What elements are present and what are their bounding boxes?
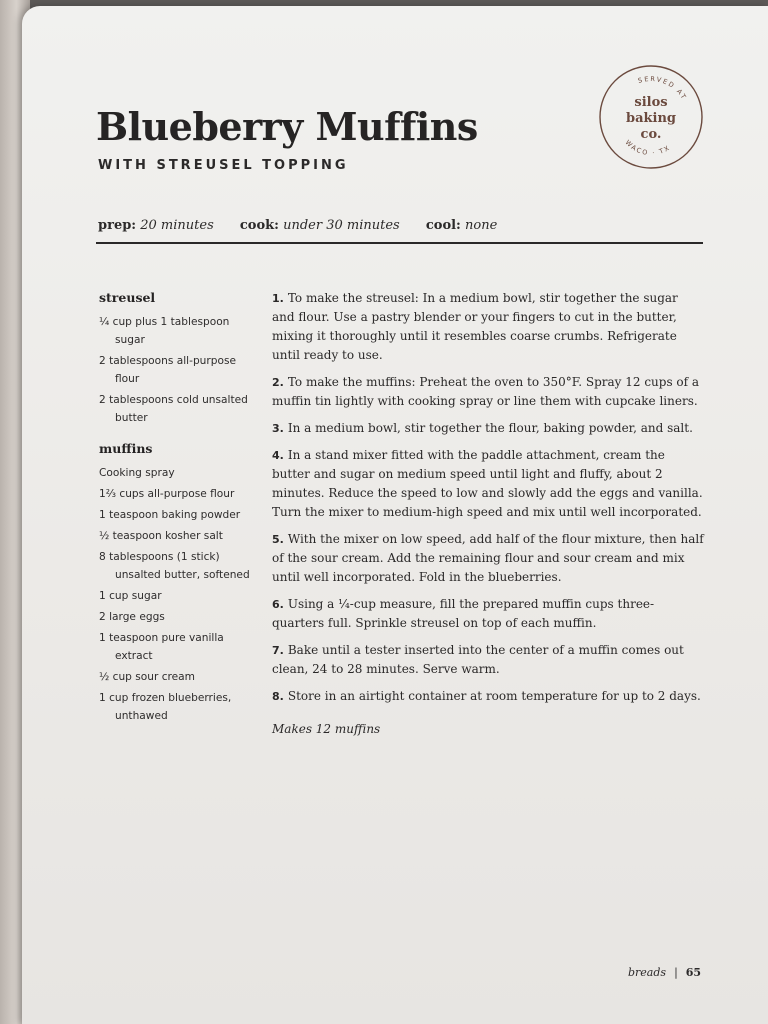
step-number: 6. bbox=[272, 598, 284, 611]
ingredient-item: ½ teaspoon kosher salt bbox=[99, 530, 223, 542]
step-text: Store in an airtight container at room temperature for up to 2 days. bbox=[287, 689, 701, 703]
page-footer bbox=[628, 966, 701, 979]
seal-bottom-arc: WACO · TX bbox=[623, 138, 673, 158]
recipe-subtitle: WITH STREUSEL TOPPING bbox=[98, 158, 349, 173]
seal-line-baking: baking bbox=[625, 111, 677, 126]
seal-graphic bbox=[598, 64, 704, 170]
streusel-ingredient-list bbox=[99, 313, 259, 427]
step-item bbox=[272, 530, 704, 587]
ingredient-item: 1 cup frozen blueberries, unthawed bbox=[99, 692, 232, 722]
ingredient-item: ¼ cup plus 1 tablespoon sugar bbox=[99, 316, 230, 346]
cook-time bbox=[240, 218, 400, 233]
step-number: 7. bbox=[272, 644, 284, 657]
cool-label: cool: bbox=[425, 218, 461, 233]
step-item bbox=[272, 595, 704, 633]
step-item bbox=[272, 373, 704, 411]
recipe-title: Blueberry Muffins bbox=[96, 104, 478, 149]
step-text: To make the muffins: Preheat the oven to 350°F. Spray 12 cups of a muffin tin lightly with cooking spray or line them with cupcake liners. bbox=[272, 375, 700, 408]
method-column bbox=[272, 289, 704, 739]
ingredient-item: Cooking spray bbox=[99, 467, 175, 479]
ingredient-item: 1 cup sugar bbox=[99, 590, 162, 602]
ingredient-item: ½ cup sour cream bbox=[99, 671, 195, 683]
section-name: breads bbox=[628, 966, 667, 979]
recipe-times bbox=[98, 218, 519, 233]
step-item bbox=[272, 687, 704, 706]
cook-label: cook: bbox=[239, 218, 279, 233]
ingredient-item: 2 tablespoons all-purpose flour bbox=[99, 355, 236, 385]
cool-time bbox=[426, 218, 497, 233]
step-number: 8. bbox=[272, 690, 284, 703]
step-item bbox=[272, 289, 704, 365]
ingredient-item: 2 tablespoons cold unsalted butter bbox=[99, 394, 248, 424]
step-text: To make the streusel: In a medium bowl, stir together the sugar and flour. Use a pastry blender or your fingers to cut in the butter, mixing it thoroughly until it resembles coarse crumbs. Refrigerate until ready to use. bbox=[272, 291, 678, 362]
streusel-heading: streusel bbox=[99, 290, 156, 305]
seal-line-co: co. bbox=[640, 127, 662, 142]
prep-label: prep: bbox=[98, 218, 137, 233]
step-item bbox=[272, 446, 704, 522]
step-number: 5. bbox=[272, 533, 284, 546]
seal-top-arc: SERVED AT bbox=[637, 74, 689, 102]
step-item bbox=[272, 419, 704, 438]
prep-time bbox=[98, 218, 214, 233]
silos-baking-co-seal bbox=[598, 64, 704, 170]
page-number: 65 bbox=[685, 966, 702, 979]
step-text: In a medium bowl, stir together the flour, baking powder, and salt. bbox=[287, 421, 693, 435]
header-divider bbox=[96, 242, 703, 244]
ingredient-item: 8 tablespoons (1 stick) unsalted butter, softened bbox=[99, 551, 250, 581]
step-text: With the mixer on low speed, add half of the flour mixture, then half of the sour cream. Add the remaining flour and sour cream and mix until well incorporated. Fold in the blueberries. bbox=[272, 532, 704, 584]
ingredient-item: 1 teaspoon baking powder bbox=[99, 509, 241, 521]
ingredients-column bbox=[99, 290, 259, 728]
step-number: 3. bbox=[272, 422, 284, 435]
ingredient-item: 1 teaspoon pure vanilla extract bbox=[99, 632, 224, 662]
step-text: In a stand mixer fitted with the paddle attachment, cream the butter and sugar on medium speed until light and fluffy, about 2 minutes. Reduce the speed to low and slowly add the eggs and vanilla. Turn the mixer to medium-high speed and mix until well incorporated. bbox=[272, 448, 703, 519]
muffins-heading: muffins bbox=[99, 441, 153, 456]
step-text: Bake until a tester inserted into the center of a muffin comes out clean, 24 to 28 minutes. Serve warm. bbox=[272, 643, 684, 676]
prep-value: 20 minutes bbox=[140, 218, 214, 233]
muffins-ingredient-list bbox=[99, 464, 259, 725]
cool-value: none bbox=[465, 218, 498, 233]
step-item bbox=[272, 641, 704, 679]
step-number: 4. bbox=[272, 449, 284, 462]
ingredient-item: 2 large eggs bbox=[99, 611, 165, 623]
step-text: Using a ¼-cup measure, fill the prepared muffin cups three-quarters full. Sprinkle streusel on top of each muffin. bbox=[272, 597, 655, 630]
footer-separator: | bbox=[674, 966, 678, 979]
seal-line-silos: silos bbox=[634, 95, 668, 110]
recipe-yield: Makes 12 muffins bbox=[272, 722, 381, 736]
cook-value: under 30 minutes bbox=[283, 218, 400, 233]
step-number: 2. bbox=[272, 376, 284, 389]
step-list bbox=[272, 289, 704, 706]
step-number: 1. bbox=[272, 292, 284, 305]
ingredient-item: 1⅔ cups all-purpose flour bbox=[99, 488, 235, 500]
